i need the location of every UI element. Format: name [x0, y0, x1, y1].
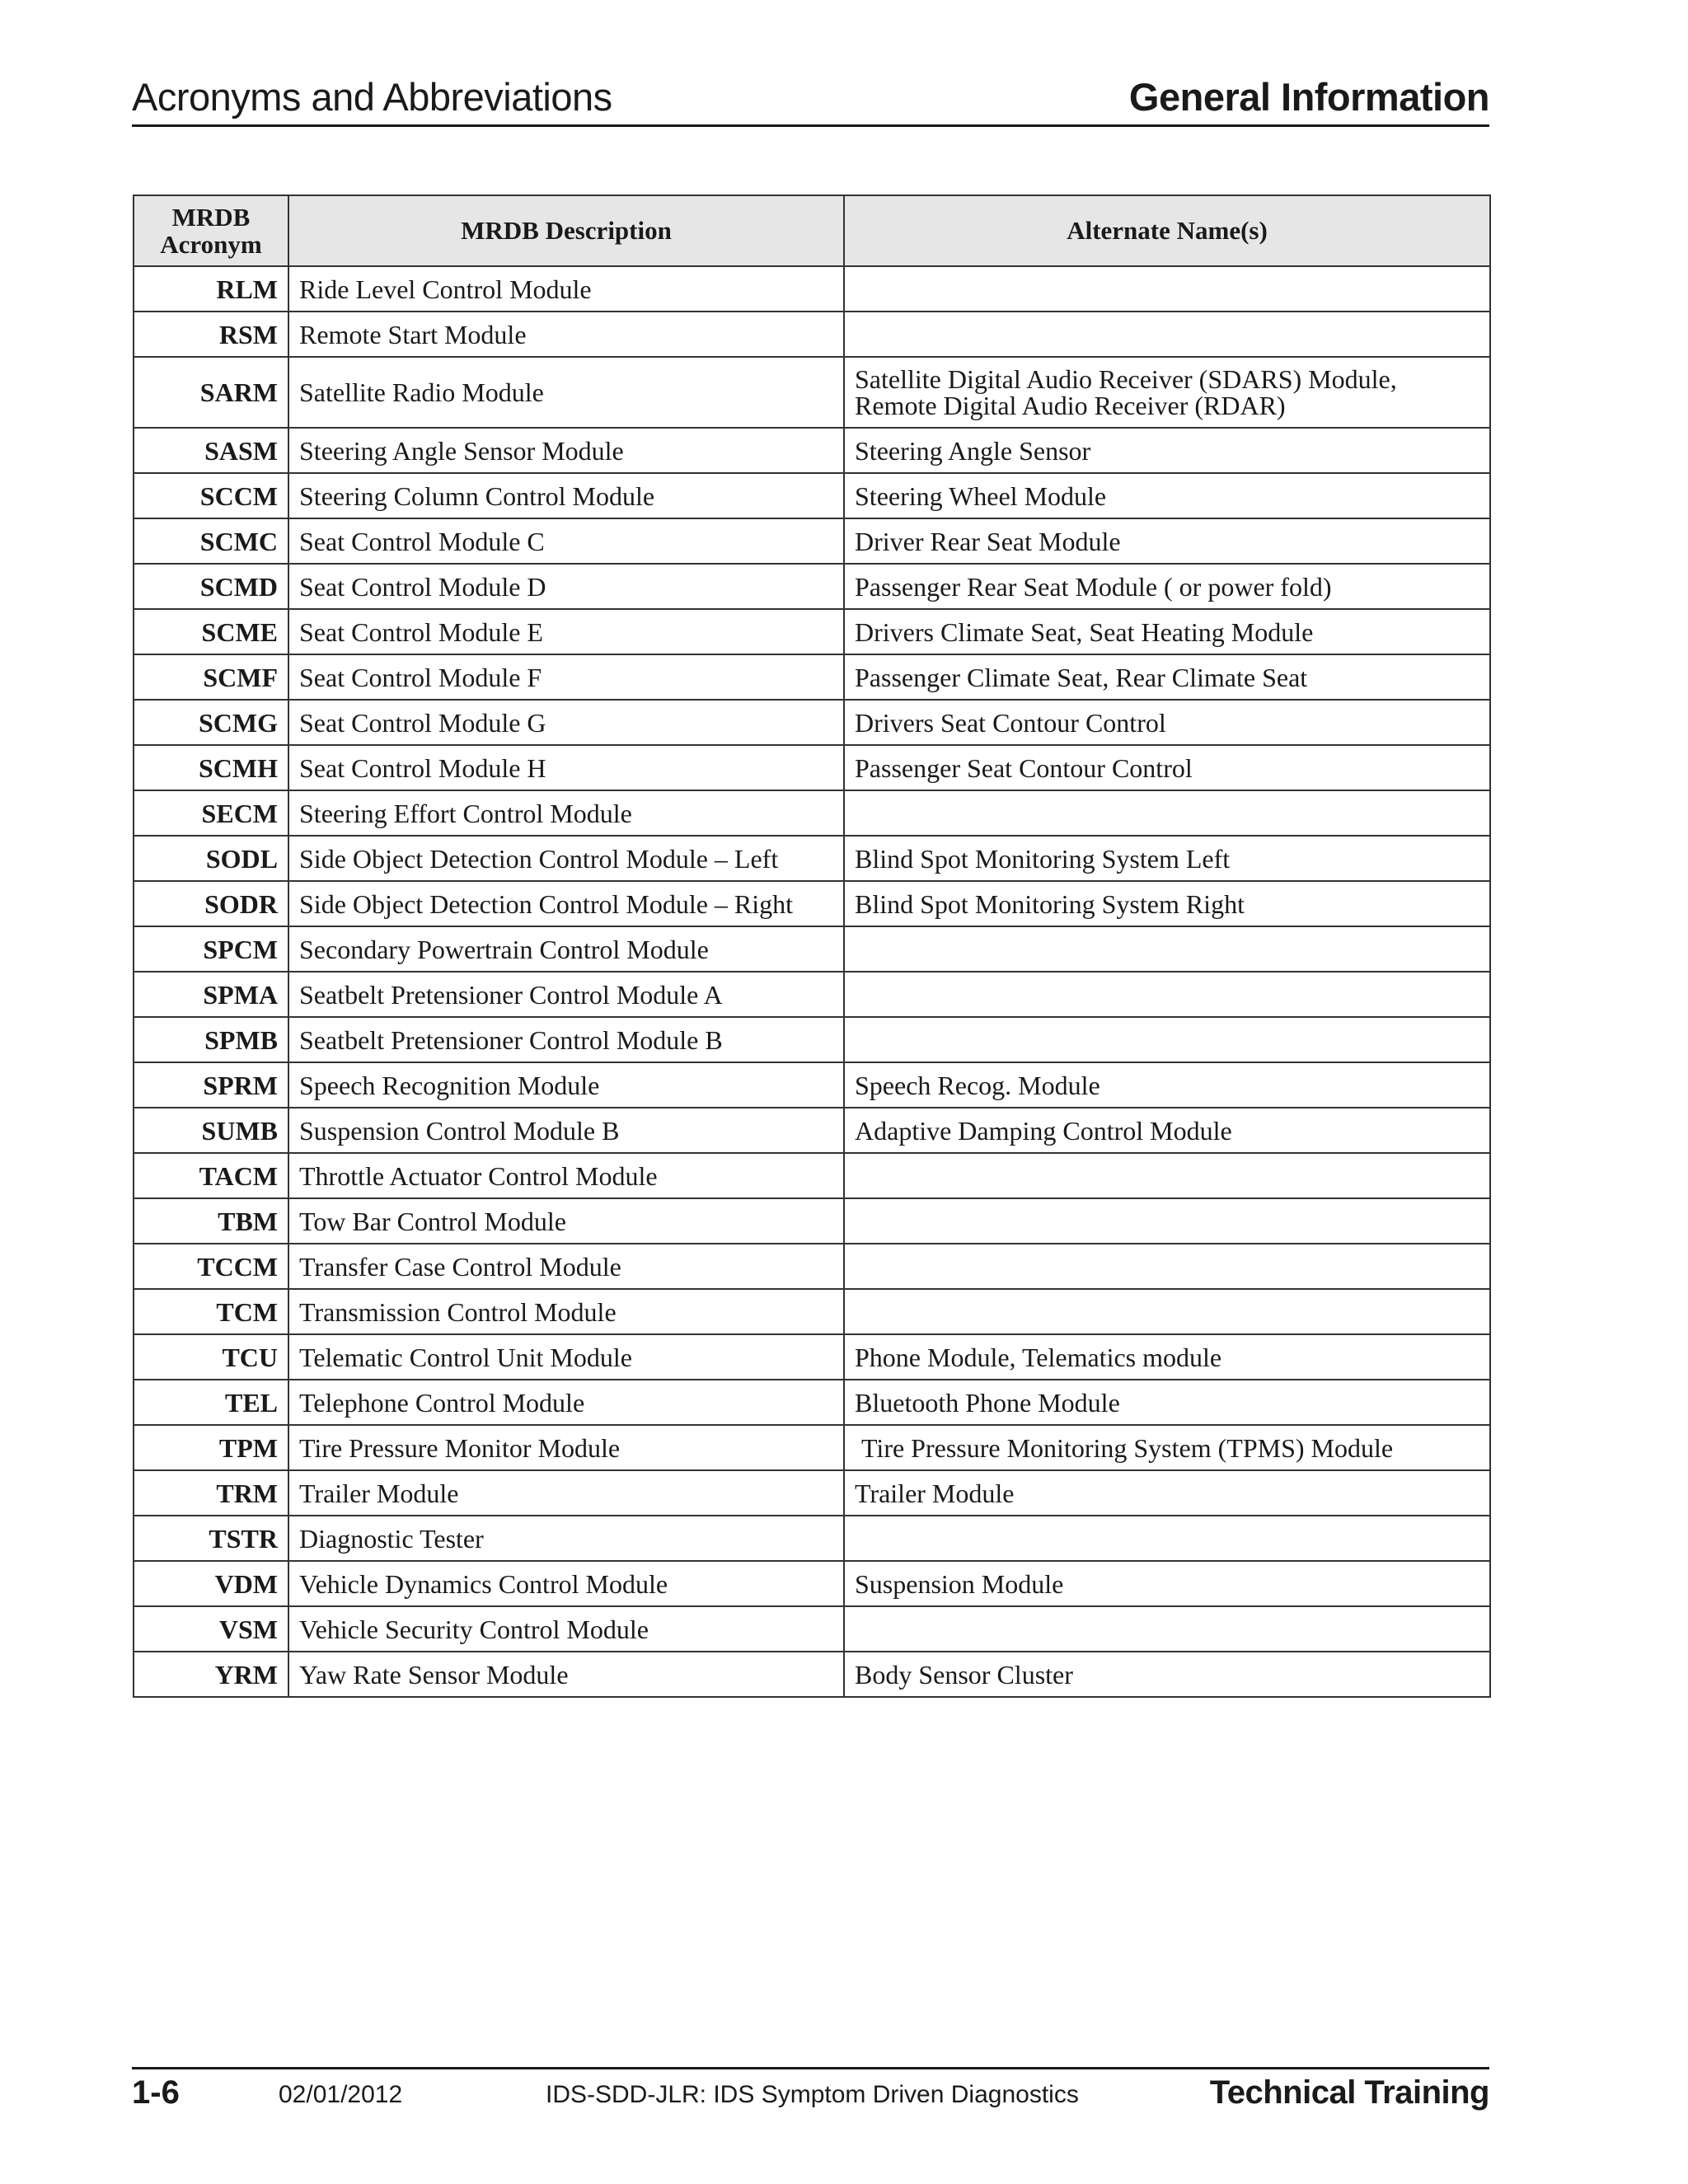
cell-alternate-names — [844, 1606, 1490, 1652]
cell-alternate-names — [844, 1198, 1490, 1244]
cell-alternate-names: Passenger Rear Seat Module ( or power fold) — [844, 564, 1490, 609]
table-row — [134, 790, 1490, 836]
table-row — [134, 266, 1490, 312]
cell-acronym: SCCM — [134, 473, 288, 518]
cell-description: Seat Control Module C — [288, 518, 844, 564]
table-row — [134, 518, 1490, 564]
cell-alternate-names — [844, 1017, 1490, 1062]
table-row — [134, 564, 1490, 609]
cell-alternate-names — [844, 1153, 1490, 1198]
header-description-label: MRDB Description — [461, 216, 672, 245]
header-description — [288, 195, 844, 266]
cell-alternate-names: Adaptive Damping Control Module — [844, 1108, 1490, 1153]
cell-alternate-names — [844, 926, 1490, 972]
cell-description: Steering Angle Sensor Module — [288, 428, 844, 473]
cell-description: Throttle Actuator Control Module — [288, 1153, 844, 1198]
cell-alternate-names — [844, 266, 1490, 312]
table-body — [134, 266, 1490, 1697]
cell-acronym: TCM — [134, 1289, 288, 1334]
table-row — [134, 836, 1490, 881]
acronym-table — [133, 194, 1491, 1698]
cell-acronym: SUMB — [134, 1108, 288, 1153]
cell-description: Transfer Case Control Module — [288, 1244, 844, 1289]
page-number: 1-6 — [132, 2074, 180, 2111]
page-header — [132, 70, 1489, 127]
cell-acronym: SASM — [134, 428, 288, 473]
cell-acronym: SPMB — [134, 1017, 288, 1062]
cell-description: Transmission Control Module — [288, 1289, 844, 1334]
cell-acronym: TCCM — [134, 1244, 288, 1289]
cell-acronym: SCMF — [134, 654, 288, 700]
cell-description: Seat Control Module G — [288, 700, 844, 745]
cell-description: Seat Control Module F — [288, 654, 844, 700]
cell-acronym: SODR — [134, 881, 288, 926]
table-row — [134, 745, 1490, 790]
table-row — [134, 357, 1490, 428]
header-acronym — [134, 195, 288, 266]
cell-description: Speech Recognition Module — [288, 1062, 844, 1108]
cell-acronym: TCU — [134, 1334, 288, 1380]
cell-description: Trailer Module — [288, 1470, 844, 1516]
cell-alternate-names: Speech Recog. Module — [844, 1062, 1490, 1108]
cell-description: Seatbelt Pretensioner Control Module A — [288, 972, 844, 1017]
cell-acronym: TPM — [134, 1425, 288, 1470]
cell-description: Tow Bar Control Module — [288, 1198, 844, 1244]
cell-alternate-names: Trailer Module — [844, 1470, 1490, 1516]
cell-description: Vehicle Security Control Module — [288, 1606, 844, 1652]
cell-acronym: SPMA — [134, 972, 288, 1017]
table-row — [134, 1425, 1490, 1470]
cell-description: Seat Control Module E — [288, 609, 844, 654]
table-row — [134, 1561, 1490, 1606]
cell-description: Steering Effort Control Module — [288, 790, 844, 836]
section-title: Acronyms and Abbreviations — [132, 75, 612, 119]
table-row — [134, 1244, 1490, 1289]
table-row — [134, 312, 1490, 357]
table-row — [134, 1289, 1490, 1334]
cell-alternate-names — [844, 1516, 1490, 1561]
cell-acronym: TRM — [134, 1470, 288, 1516]
cell-description: Tire Pressure Monitor Module — [288, 1425, 844, 1470]
cell-alternate-names: Steering Angle Sensor — [844, 428, 1490, 473]
cell-description: Telephone Control Module — [288, 1380, 844, 1425]
chapter-title: General Information — [1128, 75, 1489, 119]
page-footer — [132, 2067, 1489, 2119]
cell-description: Vehicle Dynamics Control Module — [288, 1561, 844, 1606]
table-row — [134, 1334, 1490, 1380]
cell-description: Steering Column Control Module — [288, 473, 844, 518]
table-row — [134, 654, 1490, 700]
table-row — [134, 1153, 1490, 1198]
cell-alternate-names: Suspension Module — [844, 1561, 1490, 1606]
cell-acronym: TACM — [134, 1153, 288, 1198]
cell-alternate-names — [844, 1244, 1490, 1289]
cell-alternate-names: Blind Spot Monitoring System Left — [844, 836, 1490, 881]
cell-alternate-names: Steering Wheel Module — [844, 473, 1490, 518]
acronym-table-container — [133, 194, 1491, 1698]
cell-acronym: SPRM — [134, 1062, 288, 1108]
cell-acronym: SCMG — [134, 700, 288, 745]
table-row — [134, 1062, 1490, 1108]
table-row — [134, 609, 1490, 654]
cell-alternate-names: Bluetooth Phone Module — [844, 1380, 1490, 1425]
cell-alternate-names: Drivers Climate Seat, Seat Heating Module — [844, 609, 1490, 654]
cell-alternate-names — [844, 312, 1490, 357]
cell-acronym: RLM — [134, 266, 288, 312]
cell-description: Seatbelt Pretensioner Control Module B — [288, 1017, 844, 1062]
cell-acronym: SCMD — [134, 564, 288, 609]
table-row — [134, 1380, 1490, 1425]
cell-alternate-names: Satellite Digital Audio Receiver (SDARS) Module, Remote Digital Audio Receiver (RDAR) — [844, 357, 1490, 428]
table-row — [134, 1017, 1490, 1062]
cell-alternate-names — [844, 972, 1490, 1017]
cell-alternate-names — [844, 790, 1490, 836]
table-row — [134, 1108, 1490, 1153]
table-row — [134, 926, 1490, 972]
table-row — [134, 1652, 1490, 1697]
cell-acronym: SARM — [134, 357, 288, 428]
cell-alternate-names — [844, 1289, 1490, 1334]
cell-alternate-names: Blind Spot Monitoring System Right — [844, 881, 1490, 926]
cell-acronym: VDM — [134, 1561, 288, 1606]
cell-acronym: TSTR — [134, 1516, 288, 1561]
cell-acronym: TBM — [134, 1198, 288, 1244]
cell-description: Ride Level Control Module — [288, 266, 844, 312]
cell-acronym: SECM — [134, 790, 288, 836]
header-alternate-label: Alternate Name(s) — [1067, 216, 1268, 245]
cell-alternate-names: Driver Rear Seat Module — [844, 518, 1490, 564]
table-header-row — [134, 195, 1490, 266]
cell-acronym: VSM — [134, 1606, 288, 1652]
table-row — [134, 881, 1490, 926]
cell-alternate-names: Tire Pressure Monitoring System (TPMS) Module — [844, 1425, 1490, 1470]
cell-alternate-names: Passenger Seat Contour Control — [844, 745, 1490, 790]
cell-acronym: SPCM — [134, 926, 288, 972]
cell-acronym: TEL — [134, 1380, 288, 1425]
cell-description: Satellite Radio Module — [288, 357, 844, 428]
header-alternate — [844, 195, 1490, 266]
cell-description: Side Object Detection Control Module – Right — [288, 881, 844, 926]
cell-description: Seat Control Module H — [288, 745, 844, 790]
cell-description: Seat Control Module D — [288, 564, 844, 609]
cell-acronym: SCMC — [134, 518, 288, 564]
cell-alternate-names: Body Sensor Cluster — [844, 1652, 1490, 1697]
table-row — [134, 1470, 1490, 1516]
cell-alternate-names: Passenger Climate Seat, Rear Climate Seat — [844, 654, 1490, 700]
cell-description: Remote Start Module — [288, 312, 844, 357]
cell-description: Telematic Control Unit Module — [288, 1334, 844, 1380]
cell-acronym: SODL — [134, 836, 288, 881]
table-row — [134, 1606, 1490, 1652]
cell-alternate-names: Drivers Seat Contour Control — [844, 700, 1490, 745]
cell-acronym: SCMH — [134, 745, 288, 790]
footer-brand: Technical Training — [1209, 2074, 1489, 2111]
cell-acronym: RSM — [134, 312, 288, 357]
table-row — [134, 700, 1490, 745]
cell-acronym: SCME — [134, 609, 288, 654]
footer-document-title: IDS-SDD-JLR: IDS Symptom Driven Diagnostics — [546, 2081, 1079, 2108]
cell-description: Diagnostic Tester — [288, 1516, 844, 1561]
table-row — [134, 428, 1490, 473]
table-row — [134, 1198, 1490, 1244]
cell-description: Yaw Rate Sensor Module — [288, 1652, 844, 1697]
table-row — [134, 1516, 1490, 1561]
cell-description: Side Object Detection Control Module – Left — [288, 836, 844, 881]
header-acronym-label: MRDB Acronym — [160, 203, 262, 259]
cell-description: Suspension Control Module B — [288, 1108, 844, 1153]
cell-acronym: YRM — [134, 1652, 288, 1697]
footer-date: 02/01/2012 — [279, 2081, 403, 2108]
cell-description: Secondary Powertrain Control Module — [288, 926, 844, 972]
table-row — [134, 473, 1490, 518]
table-row — [134, 972, 1490, 1017]
cell-alternate-names: Phone Module, Telematics module — [844, 1334, 1490, 1380]
